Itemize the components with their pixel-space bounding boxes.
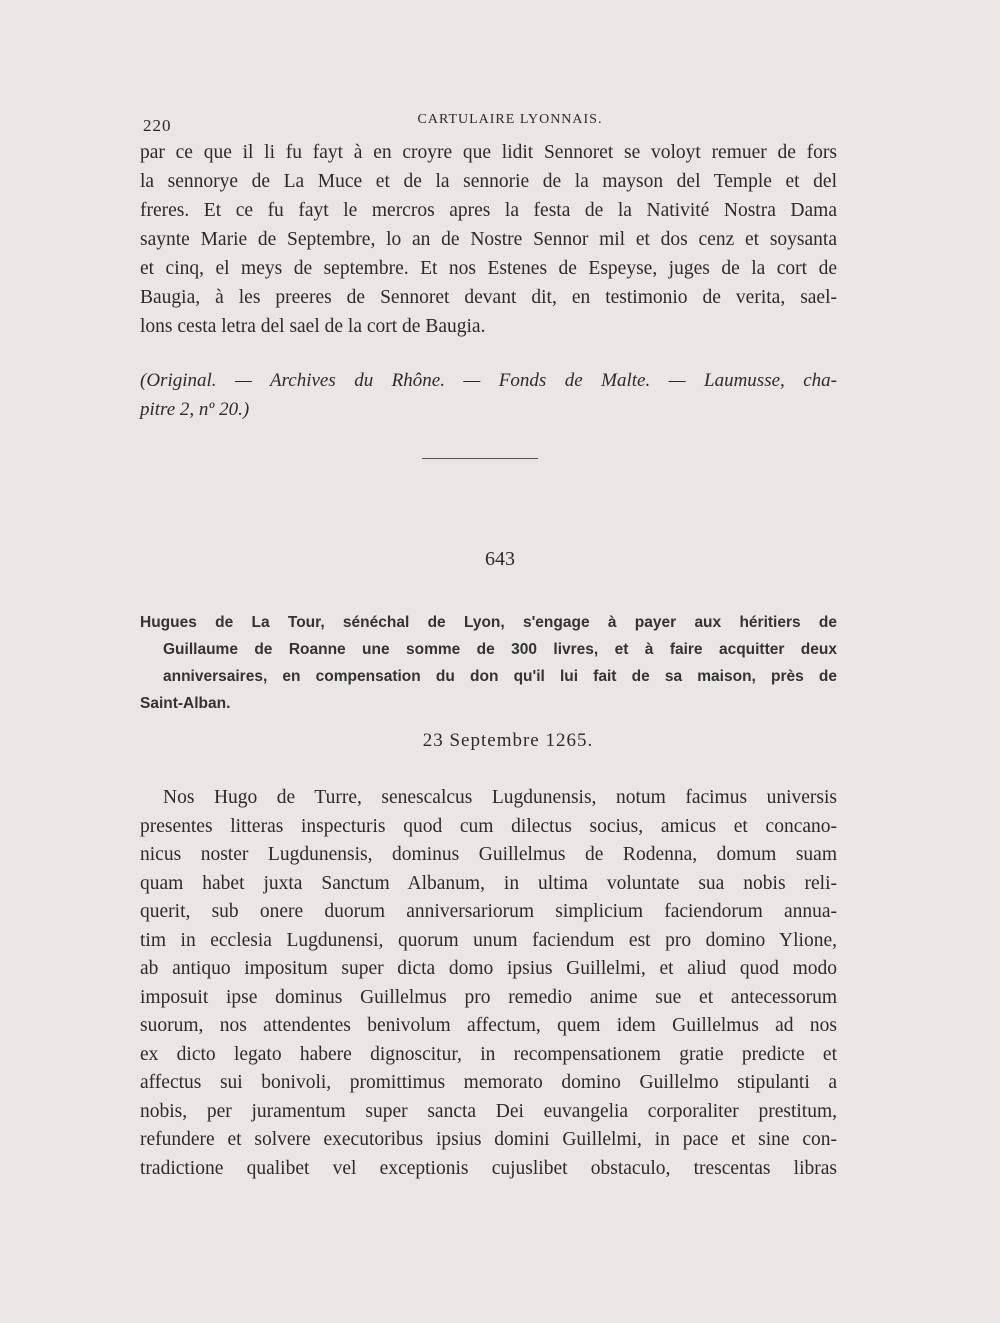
document-number: 643: [485, 548, 515, 570]
source-note: [140, 366, 837, 424]
continued-text: [140, 138, 837, 341]
body-line: nobis, per juramentum super sancta Dei euvangelia corporaliter prestitum,: [140, 1100, 837, 1122]
body-line: querit, sub onere duorum anniversariorum simplicium faciendorum annua-: [140, 901, 837, 922]
summary-line: Guillaume de Roanne une somme de 300 livres, et à faire acquitter deux: [163, 641, 837, 658]
page-header: [140, 112, 840, 136]
section-divider: [422, 458, 538, 459]
summary-line: anniversaires, en compensation du don qu'il lui fait de sa maison, près de: [163, 668, 837, 685]
body-line: ab antiquo impositum super dicta domo ipsius Guillelmi, et aliud quod modo: [140, 958, 837, 979]
document-body: [140, 784, 837, 1183]
body-line: Nos Hugo de Turre, senescalcus Lugdunensis, notum facimus universis: [163, 787, 837, 808]
body-line: refundere et solvere executoribus ipsius domini Guillelmi, in pace et sine con-: [140, 1129, 837, 1150]
running-title: CARTULAIRE LYONNAIS.: [417, 112, 603, 127]
document-date: 23 Septembre 1265.: [422, 730, 594, 751]
document-summary: [140, 609, 837, 717]
body-line: ex dicto legato habere dignoscitur, in recompensationem gratie predicte et: [140, 1043, 837, 1065]
text-line: Baugia, à les preeres de Sennoret devant dit, en testimonio de verita, sael-: [140, 287, 837, 308]
body-line: presentes litteras inspecturis quod cum dilectus socius, amicus et concano-: [140, 815, 837, 837]
body-line: nicus noster Lugdunensis, dominus Guillelmus de Rodenna, domum suam: [140, 844, 837, 865]
text-line: et cinq, el meys de septembre. Et nos Estenes de Espeyse, juges de la cort de: [140, 258, 837, 279]
body-line: affectus sui bonivoli, promittimus memorato domino Guillelmo stipulanti a: [140, 1072, 837, 1093]
text-line: saynte Marie de Septembre, lo an de Nostre Sennor mil et dos cenz et soysanta: [140, 229, 837, 250]
summary-line: Hugues de La Tour, sénéchal de Lyon, s'engage à payer aux héritiers de: [140, 614, 837, 631]
body-line: quam habet juxta Sanctum Albanum, in ultima voluntate sua nobis reli-: [140, 872, 837, 894]
page-number: 220: [143, 116, 172, 135]
text-line: par ce que il li fu fayt à en croyre que lidit Sennoret se voloyt remuer de fors: [140, 142, 837, 163]
body-line: suorum, nos attendentes benivolum affectum, quem idem Guillelmus ad nos: [140, 1015, 837, 1036]
body-line: imposuit ipse dominus Guillelmus pro remedio anime sue et antecessorum: [140, 986, 837, 1008]
source-line: pitre 2, nº 20.): [140, 399, 250, 420]
text-line: la sennorye de La Muce et de la sennorie de la mayson del Temple et del: [140, 171, 837, 192]
text-line: lons cesta letra del sael de la cort de Baugia.: [140, 316, 486, 337]
summary-line: Saint-Alban.: [140, 695, 231, 712]
source-line: (Original. — Archives du Rhône. — Fonds de Malte. — Laumusse, cha-: [140, 370, 837, 391]
text-line: freres. Et ce fu fayt le mercros apres la festa de la Nativité Nostra Dama: [140, 200, 837, 221]
body-line: tradictione qualibet vel exceptionis cujuslibet obstaculo, trescentas libras: [140, 1157, 837, 1179]
body-line: tim in ecclesia Lugdunensi, quorum unum faciendum est pro domino Ylione,: [140, 929, 837, 951]
